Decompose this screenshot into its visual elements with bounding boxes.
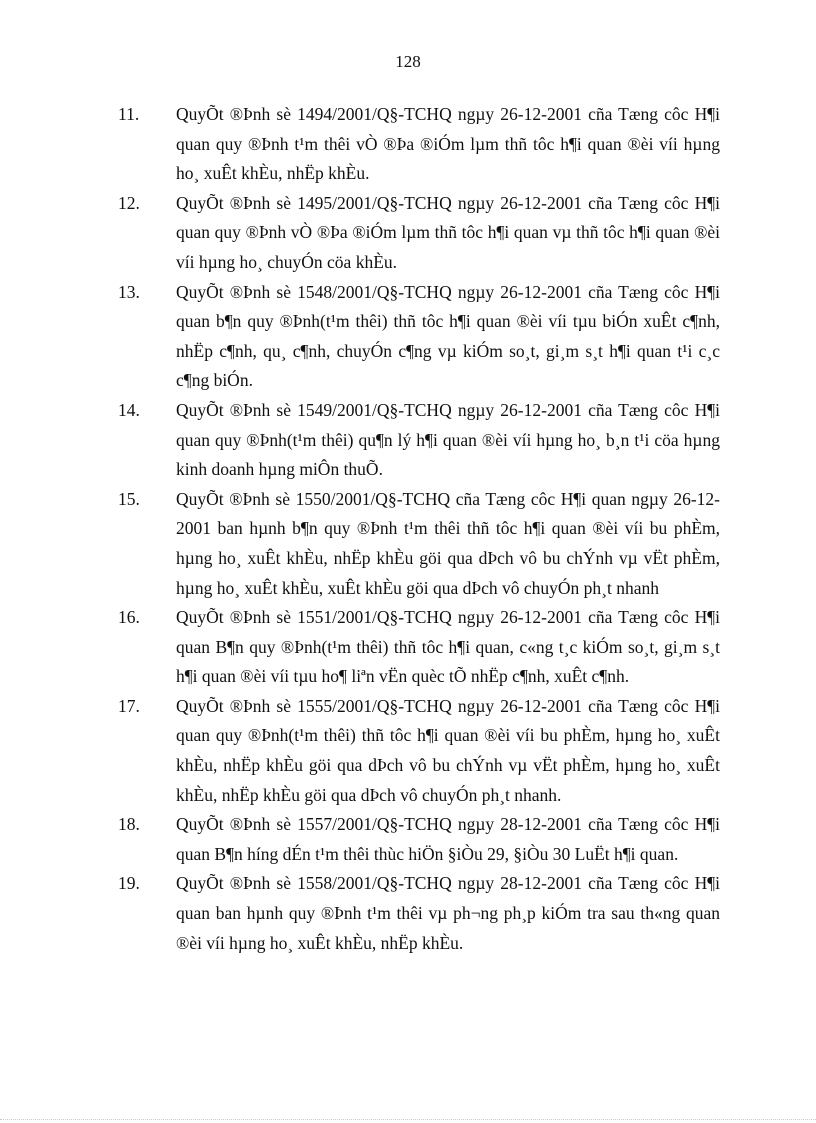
list-item (0, 189, 816, 278)
item-text: QuyÕt ®Þnh sè 1495/2001/Q§-TCHQ ngµy 26-12-2001 cña Tæng côc H¶i quan quy ®Þnh vÒ ®Þa ®iÓm lµm thñ tôc h¶i quan vµ thñ tôc h¶i quan ®èi víi hµng ho¸ chuyÓn cöa khÈu. (176, 192, 720, 272)
bottom-dotted-rule (0, 1119, 816, 1120)
item-text: QuyÕt ®Þnh sè 1551/2001/Q§-TCHQ ngµy 26-12-2001 cña Tæng côc H¶i quan B¶n quy ®Þnh(t¹m thêi) thñ tôc h¶i quan, c«ng t¸c kiÓm so¸t, gi¸m s¸t h¶i quan ®èi víi tµu ho¶ liªn vËn quèc tÕ nhËp c¶nh, xuÊt c¶nh. (176, 607, 720, 687)
page-number: 128 (395, 52, 421, 71)
list-item (0, 603, 816, 692)
list-item (0, 485, 816, 603)
list-item (0, 810, 816, 869)
list-item (0, 100, 816, 189)
item-number: 19. (118, 873, 140, 894)
item-text: QuyÕt ®Þnh sè 1548/2001/Q§-TCHQ ngµy 26-12-2001 cña Tæng côc H¶i quan b¶n quy ®Þnh(t¹m thêi) thñ tôc h¶i quan ®èi víi tµu biÓn xuÊt c¶nh, nhËp c¶nh, qu¸ c¶nh, chuyÓn c¶ng vµ kiÓm so¸t, gi¸m s¸t h¶i quan t¹i c¸c c¶ng biÓn. (176, 281, 720, 391)
regulation-list (0, 100, 816, 958)
item-text: QuyÕt ®Þnh sè 1494/2001/Q§-TCHQ ngµy 26-12-2001 cña Tæng côc H¶i quan quy ®Þnh t¹m thêi vÒ ®Þa ®iÓm lµm thñ tôc h¶i quan ®èi víi hµng ho¸ xuÊt khÈu, nhËp khÈu. (176, 104, 720, 184)
item-number: 13. (118, 281, 140, 302)
item-number: 15. (118, 488, 140, 509)
item-number: 14. (118, 399, 140, 420)
item-text: QuyÕt ®Þnh sè 1558/2001/Q§-TCHQ ngµy 28-12-2001 cña Tæng côc H¶i quan ban hµnh quy ®Þnh t¹m thêi vµ ph¬ng ph¸p kiÓm tra sau th«ng quan ®èi víi hµng ho¸ xuÊt khÈu, nhËp khÈu. (176, 873, 720, 953)
list-item (0, 396, 816, 485)
item-text: QuyÕt ®Þnh sè 1549/2001/Q§-TCHQ ngµy 26-12-2001 cña Tæng côc H¶i quan quy ®Þnh(t¹m thêi) qu¶n lý h¶i quan ®èi víi hµng ho¸ b¸n t¹i cöa hµng kinh doanh hµng miÔn thuÕ. (176, 399, 720, 480)
item-text: QuyÕt ®Þnh sè 1555/2001/Q§-TCHQ ngµy 26-12-2001 cña Tæng côc H¶i quan quy ®Þnh(t¹m thêi) thñ tôc h¶i quan ®èi víi bu phÈm, hµng ho¸ xuÊt khÈu, nhËp khÈu göi qua dÞch vô bu chÝnh vµ vËt phÈm, hµng ho¸ xuÊt khÈu, nhËp khÈu göi qua dÞch vô chuyÓn ph¸t nhanh. (176, 695, 720, 805)
list-item (0, 869, 816, 958)
item-number: 18. (118, 814, 140, 835)
list-item (0, 278, 816, 396)
item-number: 17. (118, 695, 140, 716)
item-text: QuyÕt ®Þnh sè 1557/2001/Q§-TCHQ ngµy 28-12-2001 cña Tæng côc H¶i quan B¶n híng dÉn t¹m thêi thùc hiÖn §iÒu 29, §iÒu 30 LuËt h¶i quan. (176, 814, 720, 864)
item-number: 16. (118, 607, 140, 628)
item-number: 11. (118, 104, 140, 124)
list-item (0, 692, 816, 810)
item-text: QuyÕt ®Þnh sè 1550/2001/Q§-TCHQ cña Tæng côc H¶i quan ngµy 26-12-2001 ban hµnh b¶n quy ®Þnh t¹m thêi thñ tôc h¶i quan ®èi víi bu phÈm, hµng ho¸ xuÊt khÈu, nhËp khÈu göi qua dÞch vô bu chÝnh vµ vËt phÈm, hµng ho¸ xuÊt khÈu, xuÊt khÈu göi qua dÞch vô chuyÓn ph¸t nhanh (176, 488, 720, 598)
item-number: 12. (118, 192, 140, 213)
